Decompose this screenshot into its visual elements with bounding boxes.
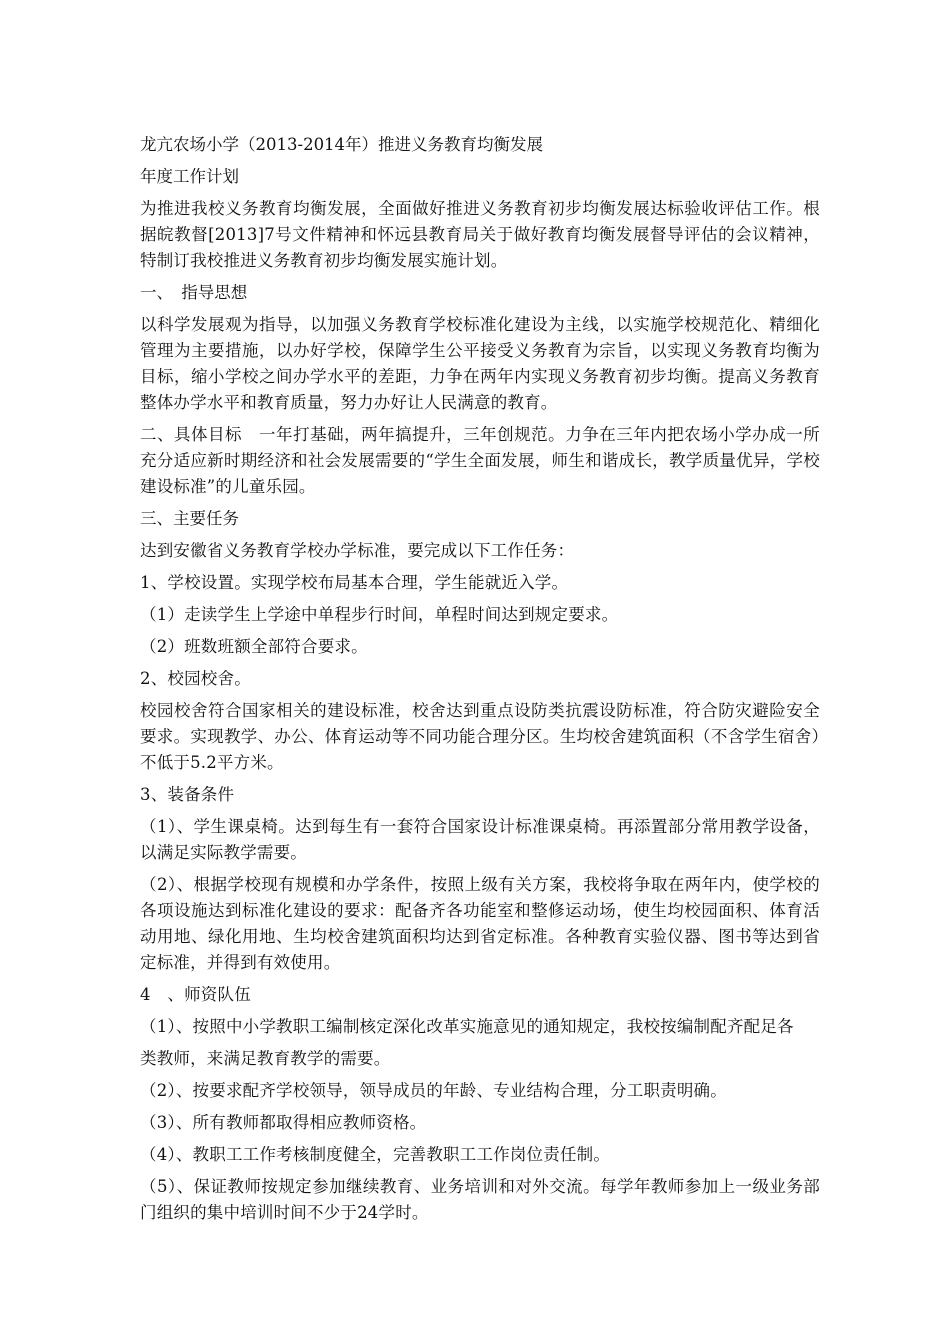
item4-2: （2）、按要求配齐学校领导，领导成员的年龄、专业结构合理，分工职责明确。: [140, 1081, 727, 1100]
section3-intro: 达到安徽省义务教育学校办学标准，要完成以下工作任务：: [140, 541, 575, 560]
item4-4: （4）、教职工工作考核制度健全，完善教职工工作岗位责任制。: [140, 1145, 611, 1164]
item4-3: （3）、所有教师都取得相应教师资格。: [140, 1113, 427, 1132]
item1-2: （2）班数班额全部符合要求。: [140, 637, 368, 656]
item3: 3、装备条件: [140, 785, 235, 804]
section2-paragraph: 二、具体目标 一年打基础，两年搞提升，三年创规范。力争在三年内把农场小学办成一所充分适应新时期经济和社会发展需要的“学生全面发展，师生和谐成长，教学质量优异，学校建设标准”的儿童乐园。: [140, 425, 820, 496]
section1-heading: 一、 指导思想: [140, 283, 248, 302]
item3-2: （2）、根据学校现有规模和办学条件，按照上级有关方案，我校将争取在两年内，使学校的各项设施达到标准化建设的要求：配备齐各功能室和整修运动场，使生均校园面积、体育活动用地、绿化用地、生均校舍建筑面积均达到省定标准。各种教育实验仪器、图书等达到省定标准，并得到有效使用。: [140, 875, 820, 972]
intro-paragraph: 为推进我校义务教育均衡发展，全面做好推进义务教育初步均衡发展达标验收评估工作。根据皖教督[2013]7号文件精神和怀远县教育局关于做好教育均衡发展督导评估的会议精神，特制订我校推进义务教育初步均衡发展实施计划。: [140, 199, 820, 270]
item2-body: 校园校舍符合国家相关的建设标准，校舍达到重点设防类抗震设防标准，符合防灾避险安全要求。实现教学、办公、体育运动等不同功能合理分区。生均校舍建筑面积（不含学生宿舍）不低于5.2平方米。: [140, 701, 820, 772]
item4-1a: （1）、按照中小学教职工编制核定深化改革实施意见的通知规定，我校按编制配齐配足各: [140, 1017, 794, 1036]
item2: 2、校园校舍。: [140, 669, 251, 688]
document-title-line2: 年度工作计划: [140, 167, 239, 186]
item4-1b: 类教师，来满足教育教学的需要。: [140, 1049, 391, 1068]
item3-1: （1）、学生课桌椅。达到每生有一套符合国家设计标准课桌椅。再添置部分常用教学设备，以满足实际教学需要。: [140, 817, 820, 862]
document-page: [140, 132, 820, 1232]
document-title-line1: 龙亢农场小学（2013-2014年）推进义务教育均衡发展: [140, 135, 544, 154]
item1-1: （1）走读学生上学途中单程步行时间，单程时间达到规定要求。: [140, 605, 619, 624]
section3-heading: 三、主要任务: [140, 509, 239, 528]
section1-body: 以科学发展观为指导，以加强义务教育学校标准化建设为主线，以实施学校规范化、精细化管理为主要措施，以办好学校，保障学生公平接受义务教育为宗旨，以实现义务教育均衡为目标，缩小学校之间办学水平的差距，力争在两年内实现义务教育初步均衡。提高义务教育整体办学水平和教育质量，努力办好让人民满意的教育。: [140, 315, 820, 412]
item4: 4 、师资队伍: [140, 985, 251, 1004]
item1: 1、学校设置。实现学校布局基本合理，学生能就近入学。: [140, 573, 569, 592]
item4-5: （5）、保证教师按规定参加继续教育、业务培训和对外交流。每学年教师参加上一级业务部门组织的集中培训时间不少于24学时。: [140, 1177, 820, 1222]
